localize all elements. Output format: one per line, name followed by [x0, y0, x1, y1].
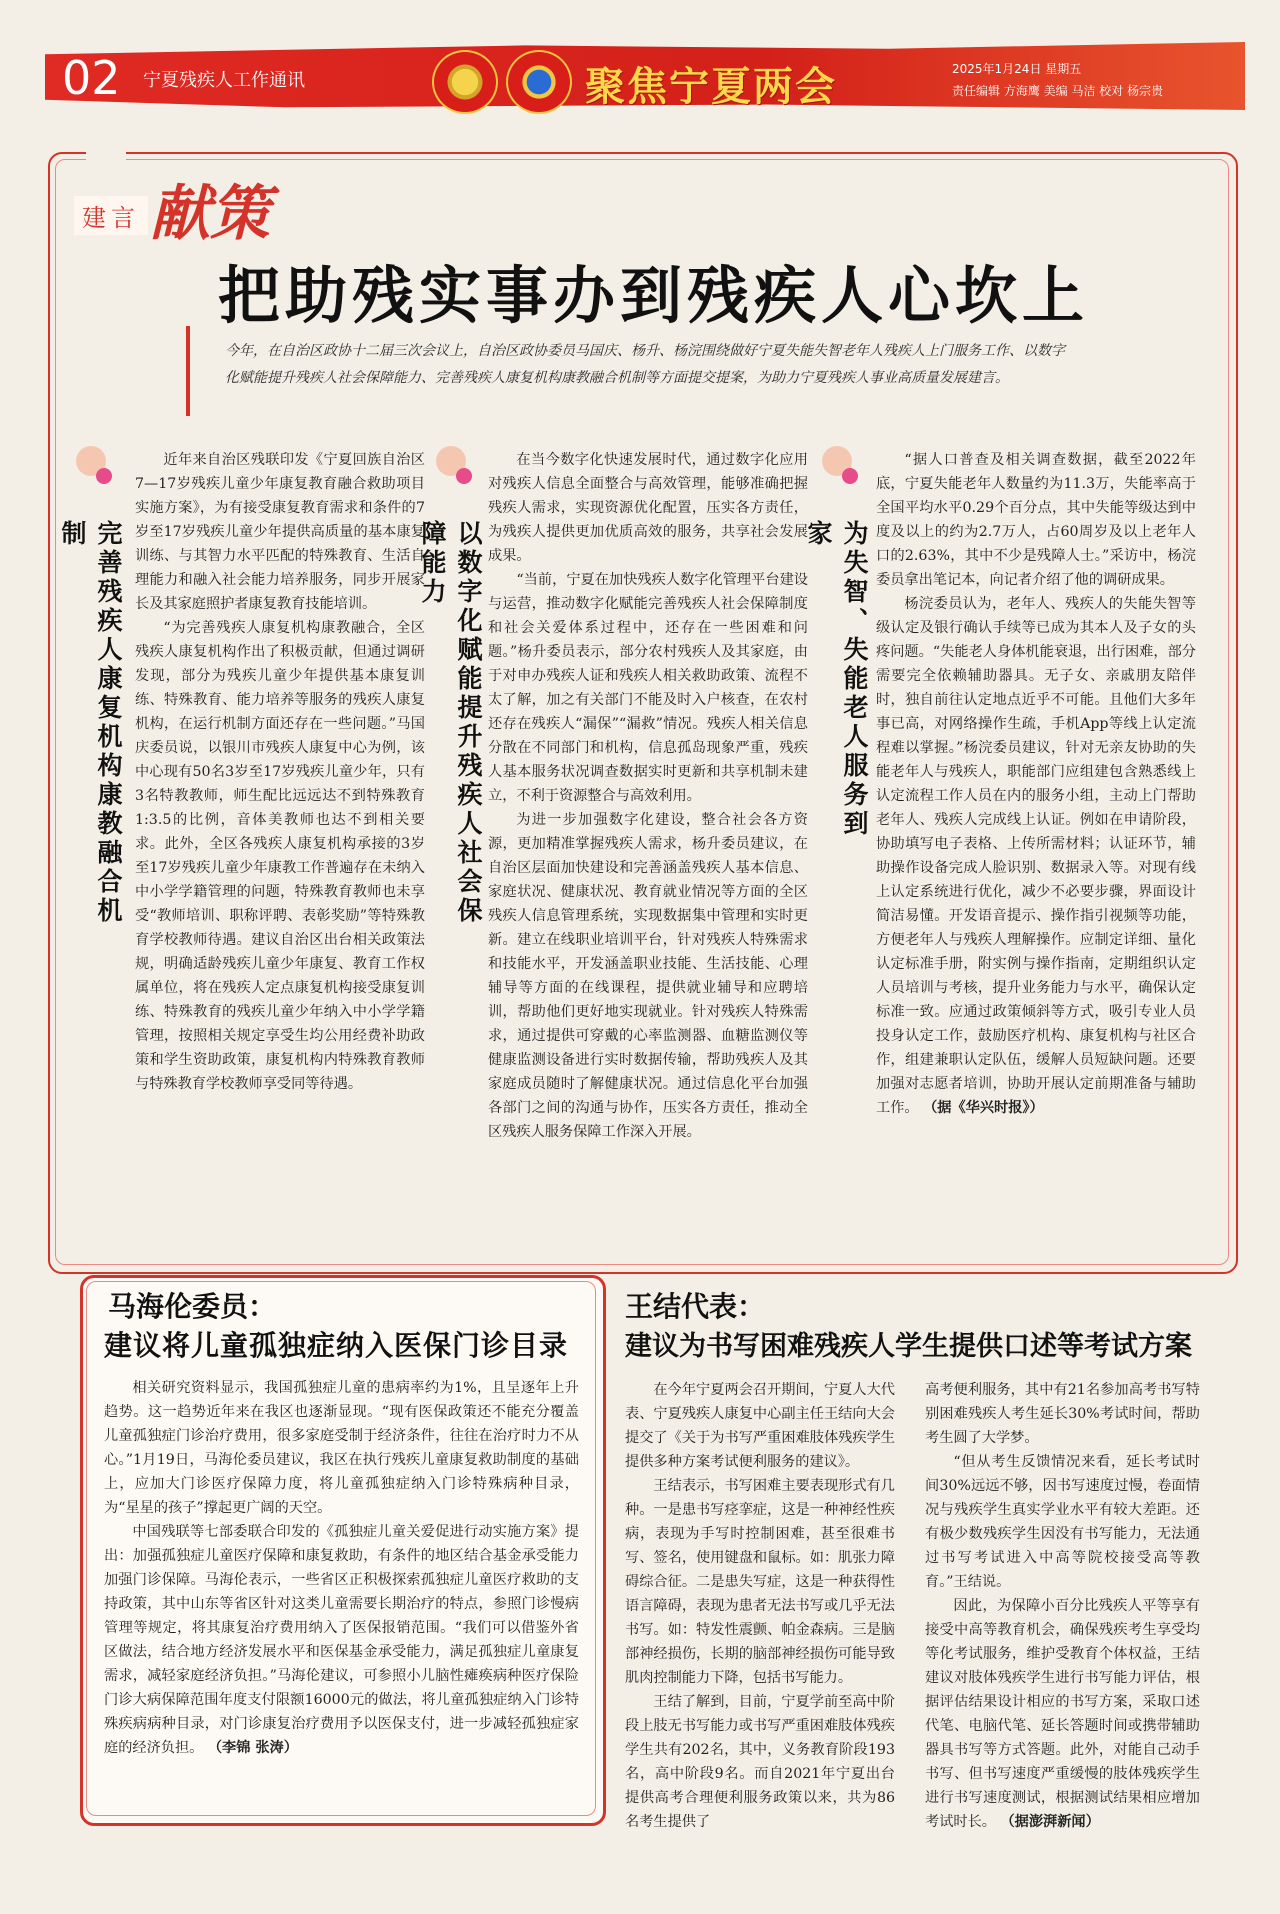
section-title: 宁夏残疾人工作通讯 [143, 70, 305, 91]
column2-para: 为进一步加强数字化建设，整合社会各方资源，更加精准掌握残疾人需求，杨升委员建议，在自治区层面加快建设和完善涵盖残疾人基本信息、家庭状况、健康状况、教育就业情况等方面的全区残疾人信息管理系统，实现数据集中管理和实时更新。建立在线职业培训平台，针对残疾人特殊需求和技能水平，开发涵盖职业技能、生活技能、心理辅导等方面的在线课程，提供就业辅导和应聘培训，帮助他们更好地实现就业。针对残疾人特殊需求，通过提供可穿戴的心率监测器、血糖监测仪等健康监测设备进行实时数据传输，帮助残疾人及其家庭成员随时了解健康状况。通过信息化平台加强各部门之间的沟通与协作，压实各方责任，推动全区残疾人服务保障工作深入开展。 [488, 812, 808, 1140]
right-story-para-text: 因此，为保障小百分比残疾人平等享有接受中高等教育机会，确保残疾考生享受均等化考试服务，维护受教育个体权益，王结建议对肢体残疾学生进行书写能力评估，根据评估结果设计相应的书写方案，采取口述代笔、电脑代笔、延长答题时间或携带辅助器具书写等方式答题。此外，对能自己动手书写、但书写速度严重缓慢的肢体残疾学生进行书写速度测试，根据测试结果相应增加考试时长。 [925, 1598, 1200, 1830]
column3-para [876, 592, 1196, 1120]
right-story-para [925, 1594, 1200, 1834]
right-story-source: （据澎湃新闻） [1000, 1814, 1100, 1830]
right-story-para: 王结了解到，目前，宁夏学前至高中阶段上肢无书写能力或书写严重困难肢体残疾学生共有202名，其中，义务教育阶段193名，高中阶段9名。而自2021年宁夏出台提供高考合理便利服务政策以来，共为86名考生提供了 [625, 1694, 895, 1830]
feature-lead: 今年，在自治区政协十二届三次会议上，自治区政协委员马国庆、杨升、杨浣围绕做好宁夏失能失智老年人残疾人上门服务工作、以数字化赋能提升残疾人社会保障能力、完善残疾人康复机构康教融合机制等方面提交提案，为助力宁夏残疾人事业高质量发展建言。 [225, 343, 1065, 386]
left-story-title: 建议将儿童孤独症纳入医保门诊目录 [104, 1329, 569, 1362]
right-story-title: 建议为书写困难残疾人学生提供口述等考试方案 [625, 1331, 1192, 1362]
column2-para: “当前，宁夏在加快残疾人数字化管理平台建设与运营，推动数字化赋能完善残疾人社会保障制度和社会关爱体系过程中，还存在一些困难和问题。”杨升委员表示，部分农村残疾人及其家庭，由于对申办残疾人证和残疾人相关救助政策、流程不太了解，加之有关部门不能及时入户核查，在农村还存在残疾人“漏保”“漏救”情况。残疾人相关信息分散在不同部门和机构，信息孤岛现象严重，残疾人基本服务状况调查数据实时更新和共享机制未建立，不利于资源整合与高效利用。 [488, 572, 808, 804]
right-story-title-name: 王结代表： [625, 1290, 766, 1323]
column3-heading: 为失智、失能老人服务到家 [804, 520, 869, 839]
right-story-col2 [925, 1378, 1200, 1834]
right-story-para-continued: 高考便利服务，其中有21名参加高考书写特别困难残疾人考生延长30%考试时间，帮助考生圆了大学梦。 [925, 1382, 1200, 1446]
lead-accent-bar [186, 326, 190, 416]
frame-gap [86, 140, 126, 170]
left-story-para: 相关研究资料显示，我国孤独症儿童的患病率约为1%，且呈逐年上升趋势。这一趋势近年来在我区也逐渐显现。“现有医保政策还不能充分覆盖儿童孤独症门诊治疗费用，很多家庭受制于经济条件，往往在治疗时力不从心。”1月19日，马海伦委员建议，我区在执行残疾儿童康复救助制度的基础上，应加大门诊医疗保障力度，将儿童孤独症纳入门诊特殊病种目录，为“星星的孩子”撑起更广阔的天空。 [104, 1380, 579, 1516]
decor-dot [842, 468, 858, 484]
decor-dot [456, 468, 472, 484]
left-story-source: （李锦 张涛） [207, 1740, 298, 1756]
column1-para: “为完善残疾人康复机构康教融合，全区残疾人康复机构作出了积极贡献，但通过调研发现，部分为残疾儿童少年提供基本康复训练、特殊教育、能力培养等服务的残疾人康复机构，在运行机制方面还存在一些问题。”马国庆委员说，以银川市残疾人康复中心为例，该中心现有50名3岁至17岁残疾儿童少年，只有3名特教教师，师生配比远远达不到特殊教育1:3.5的比例，音体美教师也达不到相关要求。此外，全区各残疾人康复机构承接的3岁至17岁残疾儿童少年康教工作普遍存在未纳入中小学学籍管理的问题，特殊教育教师也未享受“教师培训、职称评聘、表彰奖励”等特殊教育学校教师待遇。建议自治区出台相关政策法规，明确适龄残疾儿童少年康复、教育工作权属单位，将在残疾人定点康复机构接受康复训练、特殊教育的残疾儿童少年纳入中小学学籍管理，按照相关规定享受生均公用经费补助政策和学生资助政策，康复机构内特殊教育教师与特殊教育学校教师享受同等待遇。 [135, 620, 425, 1092]
left-story-para-text: 中国残联等七部委联合印发的《孤独症儿童关爱促进行动实施方案》提出：加强孤独症儿童医疗保障和康复救助，有条件的地区结合基金承受能力加强门诊保障。马海伦表示，一些省区正积极探索孤独症儿童医疗救助的支持政策，其中山东等省区针对这类儿童需要长期治疗的特点，参照门诊慢病管理等规定，将其康复治疗费用纳入了医保报销范围。“我们可以借鉴外省区做法，结合地方经济发展水平和医保基金承受能力，满足孤独症儿童康复需求，减轻家庭经济负担。”马海伦建议，可参照小儿脑性瘫痪病种医疗保险门诊大病保障范围年度支付限额16000元的做法，将儿童孤独症纳入门诊特殊疾病病种目录，对门诊康复治疗费用予以医保支付，进一步减轻孤独症家庭的经济负担。 [104, 1524, 579, 1756]
column2-heading: 以数字化赋能提升残疾人社会保障能力 [418, 520, 483, 926]
right-story-para: 在今年宁夏两会召开期间，宁夏人大代表、宁夏残疾人康复中心副主任王结向大会提交了《关于为书写严重困难肢体残疾学生提供多种方案考试便利服务的建议》。 [625, 1382, 895, 1470]
right-story-para: “但从考生反馈情况来看，延长考试时间30%远远不够，因书写速度过慢，卷面情况与残疾学生真实学业水平有较大差距。还有极少数残疾学生因没有书写能力，无法通过书写考试进入中高等院校接受高等教育。”王结说。 [925, 1454, 1200, 1590]
national-emblem-icon [432, 50, 498, 114]
column3-source: （据《华兴时报》） [923, 1100, 1044, 1116]
kicker-large: 献策 [150, 179, 270, 249]
column2-para: 在当今数字化快速发展时代，通过数字化应用对残疾人信息全面整合与高效管理，能够准确把握残疾人需求，实现资源优化配置，压实各方责任，为残疾人提供更加优质高效的服务，共享社会发展成果。 [488, 452, 808, 564]
page-number: 02 [62, 51, 121, 105]
right-story-col1 [625, 1378, 895, 1834]
column1-body [135, 448, 425, 1096]
feature-headline: 把助残实事办到残疾人心坎上 [218, 259, 1090, 332]
left-story-body [104, 1376, 579, 1760]
column1-heading: 完善残疾人康复机构康教融合机制 [58, 520, 123, 926]
decor-dot [96, 468, 112, 484]
issue-date: 2025年1月24日 星期五 [952, 62, 1082, 76]
right-story-para: 王结表示，书写困难主要表现形式有几种。一是患书写痉挛症，这是一种神经性疾病，表现为手写时控制困难，甚至很难书写、签名，使用键盘和鼠标。如：肌张力障碍综合征。二是患失写症，这是一种获得性语言障碍，表现为患者无法书写或几乎无法书写。如：特发性震颤、帕金森病。三是脑部神经损伤，长期的脑部神经损伤可能导致肌肉控制能力下降，包括书写能力。 [625, 1478, 895, 1686]
staff-credits: 责任编辑 方海鹰 美编 马洁 校对 杨宗贵 [952, 84, 1164, 98]
column3-para-text: 杨浣委员认为，老年人、残疾人的失能失智等级认定及银行确认手续等已成为其本人及子女的头疼问题。“失能老人身体机能衰退，出行困难，部分需要完全依赖辅助器具。无子女、亲戚朋友陪伴时，独自前往认定地点近乎不可能。且他们大多年事已高，对网络操作生疏，手机App等线上认定流程难以掌握。”杨浣委员建议，针对无亲友协助的失能老年人与残疾人，职能部门应组建包含熟悉线上认定流程工作人员在内的服务小组，主动上门帮助老年人、残疾人完成线上认证。例如在申请阶段，协助填写电子表格、上传所需材料；认证环节，辅助操作设备完成人脸识别、数据录入等。对现有线上认定系统进行优化，减少不必要步骤，界面设计简洁易懂。开发语音提示、操作指引视频等功能，方便老年人与残疾人理解操作。应制定详细、量化认定标准手册，附实例与操作指南，定期组织认定人员培训与考核，提升业务能力与水平，确保认定标准一致。应通过政策倾斜等方式，吸引专业人员投身认定工作，鼓励医疗机构、康复机构与社区合作，组建兼职认定队伍，缓解人员短缺问题。还要加强对志愿者培训，协助开展认定前期准备与辅助工作。 [876, 596, 1196, 1116]
left-story-title-name: 马海伦委员： [108, 1290, 277, 1323]
left-story-para [104, 1520, 579, 1760]
column1-para: 近年来自治区残联印发《宁夏回族自治区7—17岁残疾儿童少年康复教育融合救助项目实施方案》，为有接受康复教育需求和条件的7岁至17岁残疾儿童少年提供高质量的基本康复训练、与其智力水平匹配的特殊教育、生活自理能力和融入社会能力培养服务，同步开展家长及其家庭照护者康复教育技能培训。 [135, 452, 425, 612]
column3-body [876, 448, 1196, 1120]
kicker-small: 建言 [74, 196, 148, 235]
focus-title: 聚焦宁夏两会 [585, 64, 837, 110]
cppcc-emblem-icon [506, 50, 572, 114]
column2-body [488, 448, 808, 1144]
column3-para: “据人口普查及相关调查数据，截至2022年底，宁夏失能老年人数量约为11.3万，失能率高于全国平均水平0.29个百分点，其中失能等级达到中度及以上的约为2.7万人，占60周岁及以上老年人口的2.63%，其中不少是残障人士。”采访中，杨浣委员拿出笔记本，向记者介绍了他的调研成果。 [876, 452, 1196, 588]
